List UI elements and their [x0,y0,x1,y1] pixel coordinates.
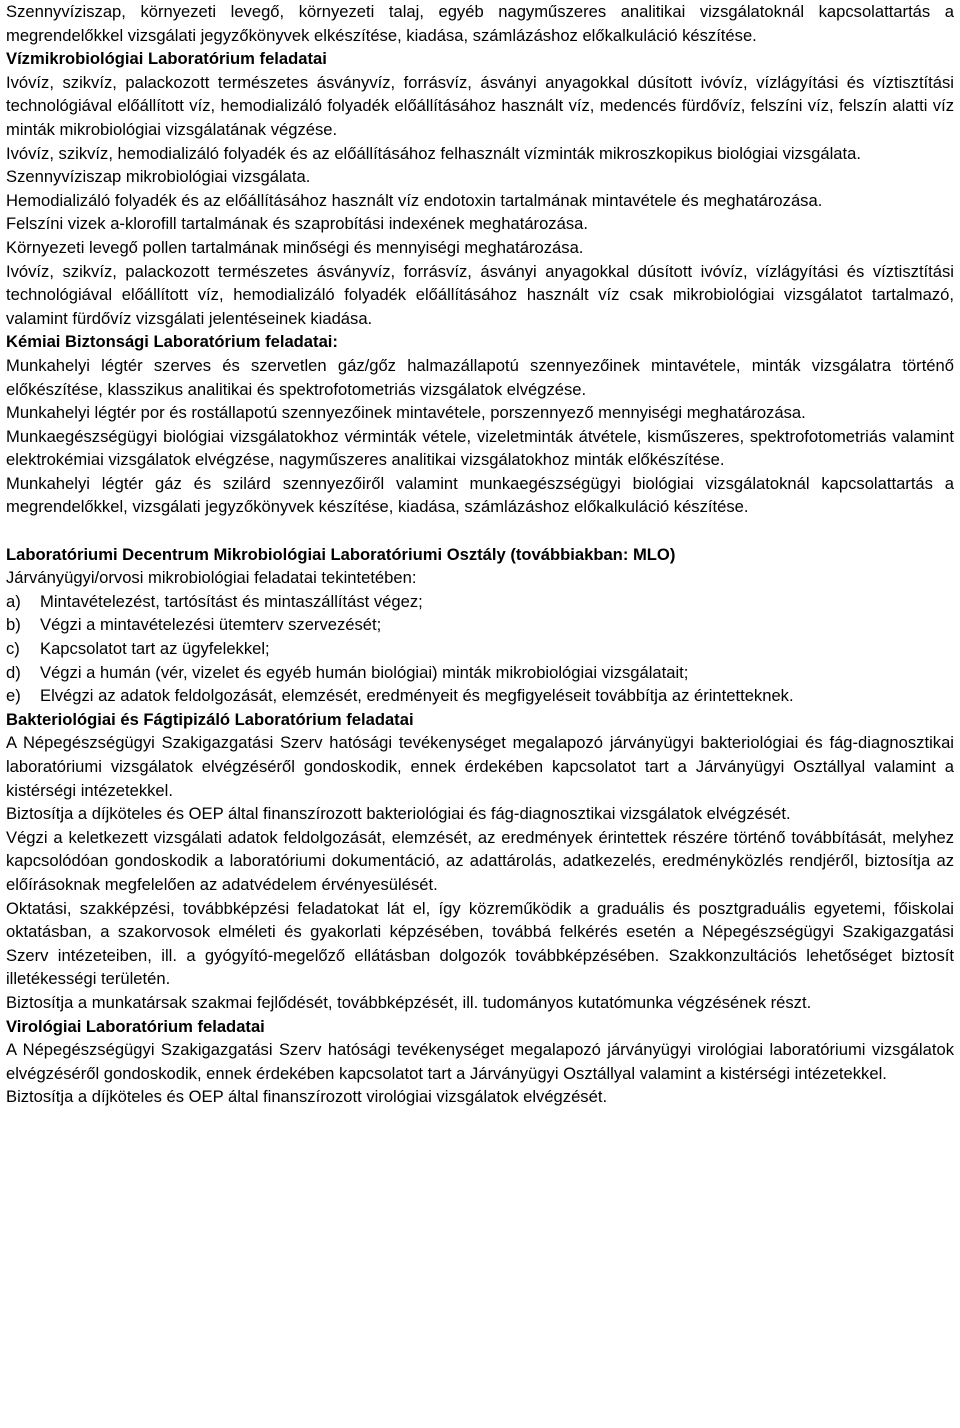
paragraph: Munkahelyi légtér por és rostállapotú szennyezőinek mintavétele, porszennyező mennyiségi meghatározása. [6,403,806,423]
paragraph: Felszíni vizek a-klorofill tartalmának és szaprobítási indexének meghatározása. [6,214,588,234]
section-heading-chemical-safety: Kémiai Biztonsági Laboratórium feladatai: [6,332,338,352]
paragraph: A Népegészségügyi Szakigazgatási Szerv hatósági tevékenységet megalapozó járványügyi bakteriológiai és fág-diagnosztikai laboratóriumi vizsgálatok elvégzéséről gondoskodik, ennek érdekében kapcsolatot tart a Járványügyi Osztállyal valamint a kistérségi intézetekkel. [6,733,954,800]
paragraph: Szennyvíziszap mikrobiológiai vizsgálata. [6,167,311,187]
paragraph: Végzi a keletkezett vizsgálati adatok feldolgozását, elemzését, az eredmények érintettek részére történő továbbítását, melyhez kapcsolódóan gondoskodik a laboratóriumi dokumentáció, az adattárolás, adatkezelés, eredményközlés rendjéről, biztosítja az előírásoknak megfelelően az adatvédelem érvényesülését. [6,827,954,894]
list-item [6,590,954,614]
paragraph: Ivóvíz, szikvíz, palackozott természetes ásványvíz, forrásvíz, ásványi anyagokkal dúsított ivóvíz, vízlágyítási és víztisztítási technológiával előállított víz, hemodializáló folyadék előállításához használt víz, medencés fürdővíz, felszíni víz, felszín alatti víz minták mikrobiológiai vizsgálatának végzése. [6,72,954,139]
list-item-text: Végzi a mintavételezési ütemterv szervezését; [40,615,382,635]
paragraph: Biztosítja a díjköteles és OEP által finanszírozott virológiai vizsgálatok elvégzését. [6,1087,608,1107]
paragraph: Munkahelyi légtér gáz és szilárd szennyezőiről valamint munkaegészségügyi biológiai vizsgálatoknál kapcsolattartás a megrendelőkkel, vizsgálati jegyzőkönyvek készítése, kiadása, számlázáshoz előkalkuláció készítése. [6,473,954,517]
list-item [6,637,954,661]
blank-line [6,519,954,543]
list-marker: a) [6,591,21,611]
section-heading-mlo: Laboratóriumi Decentrum Mikrobiológiai Laboratóriumi Osztály (továbbiakban: MLO) [6,544,676,564]
paragraph: Ivóvíz, szikvíz, palackozott természetes ásványvíz, forrásvíz, ásványi anyagokkal dúsított ivóvíz, vízlágyítási és víztisztítási technológiával előállított víz, hemodializáló folyadék előállításához használt víz csak mikrobiológiai vizsgálatot tartalmazó, valamint fürdővíz vizsgálati jelentéseinek kiadása. [6,261,954,328]
paragraph: Hemodializáló folyadék és az előállításához használt víz endotoxin tartalmának mintavétele és meghatározása. [6,190,823,210]
paragraph: Járványügyi/orvosi mikrobiológiai feladatai tekintetében: [6,568,417,588]
list-marker: e) [6,686,21,706]
list-marker: c) [6,639,20,659]
paragraph: Biztosítja a díjköteles és OEP által finanszírozott bakteriológiai és fág-diagnosztikai vizsgálatok elvégzését. [6,804,791,824]
paragraph: Oktatási, szakképzési, továbbképzési feladatokat lát el, így közreműködik a graduális és posztgraduális egyetemi, főiskolai oktatásban, a szakorvosok elméleti és gyakorlati képzésében, továbbá felkérés esetén a Népegészségügyi Szakigazgatási Szerv intézeteiben, ill. a gyógyító-megelőző ellátásban dolgozók továbbképzésében. Szakkonzultációs lehetőséget biztosít illetékességi területén. [6,898,954,989]
section-heading-bacteriology: Bakteriológiai és Fágtipizáló Laboratórium feladatai [6,709,414,729]
paragraph: A Népegészségügyi Szakigazgatási Szerv hatósági tevékenységet megalapozó járványügyi virológiai laboratóriumi vizsgálatok elvégzéséről gondoskodik, ennek érdekében kapcsolatot tart a Járványügyi Osztállyal valamint a kistérségi intézetekkel. [6,1040,954,1083]
list-marker: d) [6,662,21,682]
section-heading-water-microbiology: Vízmikrobiológiai Laboratórium feladatai [6,49,327,69]
list-item [6,613,954,637]
list-item [6,684,954,708]
list-item [6,661,954,685]
paragraph: Munkahelyi légtér szerves és szervetlen gáz/gőz halmazállapotú szennyezőinek mintavétele, minták vizsgálatra történő előkészítése, klasszikus analitikai és spektrofotometriás vizsgálatok elvégzése. [6,355,954,399]
list-marker: b) [6,615,21,635]
list-item-text: Elvégzi az adatok feldolgozását, elemzését, eredményeit és megfigyeléseit továbbítja az érintetteknek. [40,686,794,706]
paragraph: Ivóvíz, szikvíz, hemodializáló folyadék és az előállításához felhasznált vízminták mikroszkopikus biológiai vizsgálata. [6,143,861,163]
list-item-text: Mintavételezést, tartósítást és mintaszállítást végez; [40,591,423,611]
paragraph: Szennyvíziszap, környezeti levegő, környezeti talaj, egyéb nagyműszeres analitikai vizsgálatoknál kapcsolattartás a megrendelőkkel vizsgálati jegyzőkönyvek elkészítése, kiadása, számlázáshoz előkalkuláció készítése. [6,2,954,45]
paragraph: Biztosítja a munkatársak szakmai fejlődését, továbbképzését, ill. tudományos kutatómunka végzésének részt. [6,992,812,1012]
paragraph: Munkaegészségügyi biológiai vizsgálatokhoz vérminták vétele, vizeletminták átvétele, kisműszeres, spektrofotometriás valamint elektrokémiai vizsgálatok elvégzése, nagyműszeres analitikai vizsgálatokhoz minták előkészítése. [6,426,954,470]
list-item-text: Végzi a humán (vér, vizelet és egyéb humán biológiai) minták mikrobiológiai vizsgálatait; [40,662,689,682]
section-heading-virology: Virológiai Laboratórium feladatai [6,1016,265,1036]
list-item-text: Kapcsolatot tart az ügyfelekkel; [40,639,270,659]
paragraph: Környezeti levegő pollen tartalmának minőségi és mennyiségi meghatározása. [6,237,584,257]
